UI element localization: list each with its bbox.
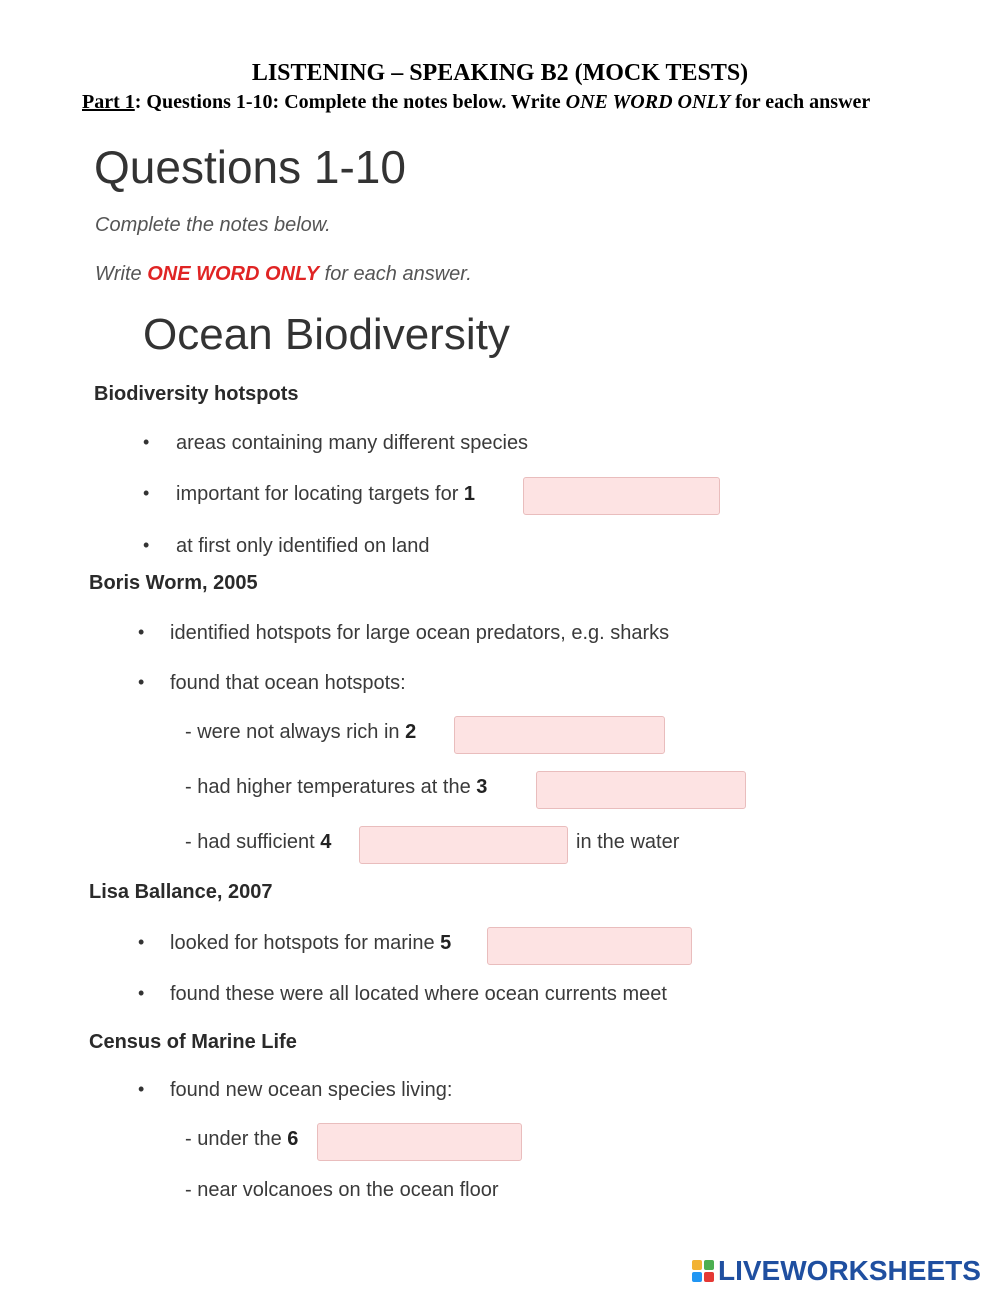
answer-box-1[interactable] <box>523 477 720 515</box>
answer-box-5[interactable] <box>487 927 692 965</box>
answer-box-4[interactable] <box>359 826 568 864</box>
bullet-icon: • <box>143 483 150 503</box>
section-title-lisa-ballance: Lisa Ballance, 2007 <box>89 881 273 903</box>
question-number: 4 <box>320 831 332 853</box>
sub-note-item: - near volcanoes on the ocean floor <box>185 1179 499 1201</box>
liveworksheets-logo[interactable] <box>692 1255 981 1287</box>
question-number: 2 <box>405 721 417 743</box>
document-title: LISTENING – SPEAKING B2 (MOCK TESTS) <box>251 60 749 86</box>
section-title-biodiversity-hotspots: Biodiversity hotspots <box>94 383 299 405</box>
bullet-icon: • <box>138 983 145 1003</box>
section-title-boris-worm: Boris Worm, 2005 <box>89 572 258 594</box>
note-item: found new ocean species living: <box>170 1079 453 1101</box>
question-number: 5 <box>440 932 452 954</box>
sub-note-after-text: in the water <box>576 831 680 853</box>
sub-note-item <box>185 1128 298 1151</box>
note-item-text: looked for hotspots for marine <box>170 932 441 954</box>
note-item: identified hotspots for large ocean predators, e.g. sharks <box>170 622 670 644</box>
question-number: 3 <box>476 776 488 798</box>
part-instruction <box>82 90 942 114</box>
note-item <box>170 932 451 955</box>
note-item-text: important for locating targets for <box>176 483 464 505</box>
part-label: Part 1 <box>82 91 135 113</box>
logo-text: LIVEWORKSHEETS <box>718 1255 981 1286</box>
answer-box-3[interactable] <box>536 771 746 809</box>
note-item: found these were all located where ocean currents meet <box>170 983 667 1005</box>
question-number: 1 <box>463 483 476 505</box>
bullet-icon: • <box>143 432 150 452</box>
note-item: at first only identified on land <box>176 535 430 557</box>
sub-note-text: - had sufficient <box>185 831 321 853</box>
answer-box-6[interactable] <box>317 1123 522 1161</box>
sub-note-text: - under the <box>185 1128 288 1150</box>
note-item: found that ocean hotspots: <box>170 672 406 694</box>
questions-heading: Questions 1-10 <box>94 141 406 193</box>
task-line-write <box>95 263 472 286</box>
sub-note-text: - were not always rich in <box>185 721 406 743</box>
task-line-complete: Complete the notes below. <box>95 214 331 236</box>
task-line-write-emphasis: ONE WORD ONLY <box>147 263 320 285</box>
instruction-emphasis: ONE WORD ONLY <box>565 91 731 113</box>
note-item <box>176 483 475 506</box>
bullet-icon: • <box>138 672 145 692</box>
sub-note-text: - had higher temperatures at the <box>185 776 477 798</box>
task-line-write-b: for each answer. <box>319 263 472 285</box>
liveworksheets-logo-icon <box>692 1260 714 1282</box>
sub-note-item <box>185 831 331 854</box>
bullet-icon: • <box>138 622 145 642</box>
note-item: areas containing many different species <box>176 432 529 454</box>
topic-title: Ocean Biodiversity <box>143 310 510 359</box>
sub-note-item <box>185 721 416 744</box>
task-line-write-a: Write <box>95 263 148 285</box>
answer-box-2[interactable] <box>454 716 665 754</box>
bullet-icon: • <box>143 535 150 555</box>
bullet-icon: • <box>138 1079 145 1099</box>
section-title-census-marine-life: Census of Marine Life <box>89 1031 297 1053</box>
instruction-text-a: : Questions 1-10: Complete the notes below. Write <box>134 91 566 113</box>
bullet-icon: • <box>138 932 145 952</box>
sub-note-item <box>185 776 487 799</box>
question-number: 6 <box>287 1128 299 1150</box>
instruction-text-b: for each answer <box>730 91 871 113</box>
